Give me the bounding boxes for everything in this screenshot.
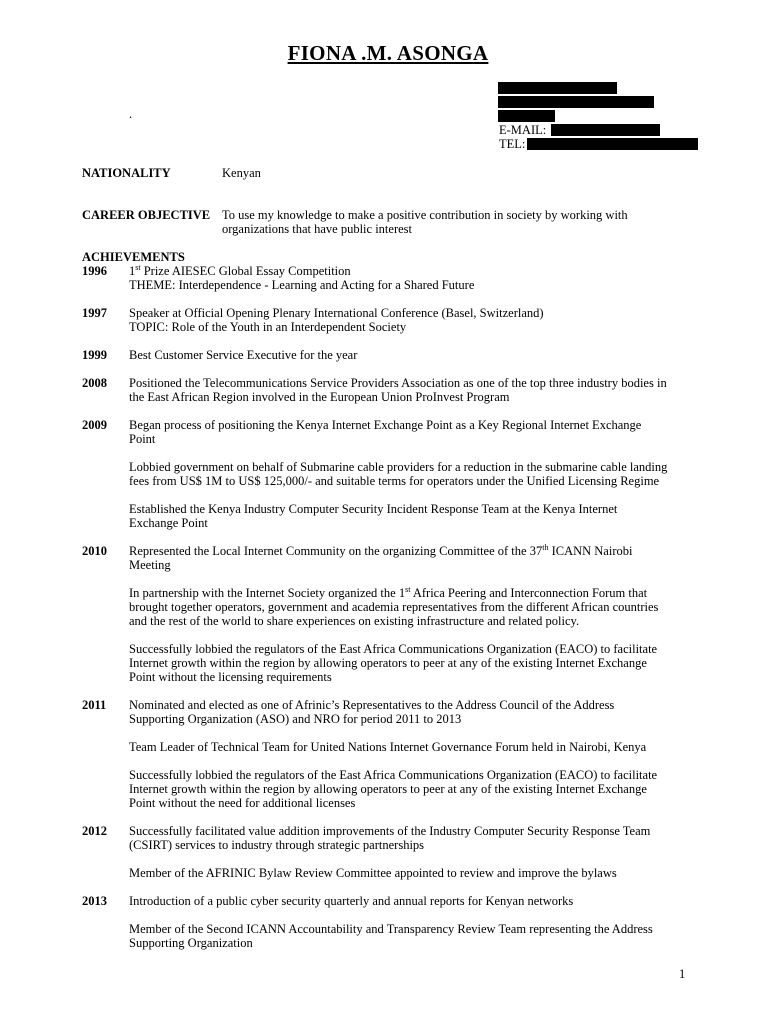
achievement-year: 1996 <box>82 264 107 278</box>
achievement-item <box>129 460 692 488</box>
achievement-entry <box>82 894 692 950</box>
achievement-year: 2009 <box>82 418 107 432</box>
achievement-entry <box>82 306 692 334</box>
achievement-line <box>129 768 692 782</box>
achievement-year: 2012 <box>82 824 107 838</box>
achievement-line <box>129 936 692 950</box>
line-text: Point without the licensing requirements <box>129 670 332 684</box>
achievement-line <box>129 516 692 530</box>
achievement-item <box>129 642 692 684</box>
nationality-value: Kenyan <box>222 166 261 180</box>
line-text: Point <box>129 432 156 446</box>
line-text: Exchange Point <box>129 516 208 530</box>
line-text: Team Leader of Technical Team for United Nations Internet Governance Forum held in Nairobi, Kenya <box>129 740 647 754</box>
line-text-continued: Africa Peering and Interconnection Forum that <box>410 586 648 600</box>
achievement-year: 1999 <box>82 348 107 362</box>
line-text: brought together operators, government and academia representatives from the different African countries <box>129 600 659 614</box>
candidate-name: FIONA .M. ASONGA <box>287 41 489 65</box>
achievement-line <box>129 698 692 712</box>
stray-dot: . <box>129 107 133 121</box>
achievement-line <box>129 712 692 726</box>
achievement-year: 2010 <box>82 544 107 558</box>
redacted-phone <box>527 138 698 150</box>
achievement-entry <box>82 824 692 880</box>
achievement-items <box>129 376 692 404</box>
line-text: Speaker at Official Opening Plenary International Conference (Basel, Switzerland) <box>129 306 544 320</box>
achievement-line <box>129 432 692 446</box>
line-text: Successfully lobbied the regulators of the East Africa Communications Organization (EACO) to facilitate <box>129 768 658 782</box>
line-text: THEME: Interdependence - Learning and Acting for a Shared Future <box>129 278 475 292</box>
achievement-items <box>129 418 692 530</box>
redacted-address-line-1 <box>498 82 617 94</box>
achievement-line <box>129 544 692 558</box>
line-text: Established the Kenya Industry Computer Security Incident Response Team at the Kenya Internet <box>129 502 618 516</box>
achievements-list <box>82 264 692 964</box>
achievement-line <box>129 922 692 936</box>
achievement-line <box>129 320 692 334</box>
line-text: Successfully lobbied the regulators of the East Africa Communications Organization (EACO) to facilitate <box>129 642 658 656</box>
achievement-item <box>129 544 692 572</box>
achievement-line <box>129 824 692 838</box>
line-text: Successfully facilitated value addition improvements of the Industry Computer Security Response Team <box>129 824 651 838</box>
achievement-item <box>129 348 692 362</box>
achievement-line <box>129 390 692 404</box>
achievement-items <box>129 306 692 334</box>
achievement-year: 1997 <box>82 306 107 320</box>
achievement-line <box>129 656 692 670</box>
achievement-line <box>129 264 692 278</box>
line-text: In partnership with the Internet Society organized the 1 <box>129 586 406 600</box>
achievement-item <box>129 586 692 628</box>
line-text: Best Customer Service Executive for the year <box>129 348 358 362</box>
line-text: Supporting Organization (ASO) and NRO for period 2011 to 2013 <box>129 712 462 726</box>
achievement-entry <box>82 264 692 292</box>
achievement-entry <box>82 348 692 362</box>
line-text: the East African Region involved in the European Union ProInvest Program <box>129 390 510 404</box>
line-text: and the rest of the world to share experiences on existing infrastructure and related policy. <box>129 614 580 628</box>
achievement-line <box>129 866 692 880</box>
ordinal-superscript: th <box>542 542 549 552</box>
achievement-items <box>129 348 692 362</box>
achievements-heading: ACHIEVEMENTS <box>82 250 185 264</box>
ordinal-superscript: st <box>135 262 141 272</box>
achievement-line <box>129 740 692 754</box>
achievement-line <box>129 894 692 908</box>
achievement-line <box>129 670 692 684</box>
achievement-item <box>129 866 692 880</box>
line-text: TOPIC: Role of the Youth in an Interdependent Society <box>129 320 407 334</box>
ordinal-superscript: st <box>405 584 411 594</box>
line-text: Positioned the Telecommunications Service Providers Association as one of the top three industry bodies in <box>129 376 667 390</box>
achievement-item <box>129 502 692 530</box>
achievement-entry <box>82 698 692 810</box>
achievement-line <box>129 642 692 656</box>
achievement-line <box>129 782 692 796</box>
achievement-line <box>129 348 692 362</box>
achievement-item <box>129 698 692 726</box>
achievement-items <box>129 894 692 950</box>
achievement-line <box>129 278 692 292</box>
achievement-line <box>129 502 692 516</box>
line-text: (CSIRT) services to industry through strategic partnerships <box>129 838 425 852</box>
redacted-address-line-2 <box>498 96 654 108</box>
achievement-year: 2008 <box>82 376 107 390</box>
line-text-continued: Prize AIESEC Global Essay Competition <box>140 264 351 278</box>
line-text: Member of the AFRINIC Bylaw Review Committee appointed to review and improve the bylaws <box>129 866 617 880</box>
achievement-items <box>129 824 692 880</box>
career-objective-line-1: To use my knowledge to make a positive contribution in society by working with <box>222 208 628 222</box>
achievement-line <box>129 306 692 320</box>
achievement-items <box>129 698 692 810</box>
achievement-line <box>129 586 692 600</box>
line-text: Introduction of a public cyber security quarterly and annual reports for Kenyan networks <box>129 894 574 908</box>
page-number: 1 <box>679 967 686 981</box>
line-text: Began process of positioning the Kenya Internet Exchange Point as a Key Regional Internet Exchange <box>129 418 642 432</box>
line-text: Member of the Second ICANN Accountability and Transparency Review Team representing the Address <box>129 922 653 936</box>
achievement-line <box>129 558 692 572</box>
achievement-line <box>129 838 692 852</box>
achievement-item <box>129 306 692 334</box>
achievement-item <box>129 264 692 292</box>
achievement-year: 2011 <box>82 698 107 712</box>
achievement-item <box>129 824 692 852</box>
redacted-email <box>551 124 660 136</box>
achievement-line <box>129 460 692 474</box>
achievement-line <box>129 474 692 488</box>
achievement-line <box>129 614 692 628</box>
email-label: E-MAIL: <box>499 123 547 137</box>
achievement-item <box>129 922 692 950</box>
line-text: Nominated and elected as one of Afrinic’s Representatives to the Address Council of the Address <box>129 698 615 712</box>
achievement-line <box>129 418 692 432</box>
line-text: Point without the need for additional licenses <box>129 796 356 810</box>
nationality-label: NATIONALITY <box>82 166 171 180</box>
achievement-items <box>129 544 692 684</box>
achievement-year: 2013 <box>82 894 107 908</box>
achievement-item <box>129 740 692 754</box>
achievement-line <box>129 600 692 614</box>
career-objective-label: CAREER OBJECTIVE <box>82 208 211 222</box>
line-text: Internet growth within the region by allowing operators to peer at any of the existing Internet Exchange <box>129 656 647 670</box>
line-text: fees from US$ 1M to US$ 125,000/- and suitable terms for operators under the Unified Licensing Regime <box>129 474 660 488</box>
achievement-entry <box>82 376 692 404</box>
tel-label: TEL: <box>499 137 526 151</box>
achievement-line <box>129 376 692 390</box>
line-text: Internet growth within the region by allowing operators to peer at any of the existing Internet Exchange <box>129 782 647 796</box>
achievement-entry <box>82 418 692 530</box>
line-text-continued: ICANN Nairobi <box>548 544 633 558</box>
achievement-item <box>129 376 692 404</box>
achievement-items <box>129 264 692 292</box>
line-text: 1 <box>129 264 136 278</box>
line-text: Lobbied government on behalf of Submarine cable providers for a reduction in the submarine cable landing <box>129 460 668 474</box>
line-text: Meeting <box>129 558 171 572</box>
achievement-line <box>129 796 692 810</box>
achievement-item <box>129 418 692 446</box>
achievement-item <box>129 894 692 908</box>
achievement-entry <box>82 544 692 684</box>
line-text: Represented the Local Internet Community on the organizing Committee of the 37 <box>129 544 543 558</box>
achievement-item <box>129 768 692 810</box>
redacted-address-line-3 <box>498 110 555 122</box>
line-text: Supporting Organization <box>129 936 253 950</box>
career-objective-line-2: organizations that have public interest <box>222 222 412 236</box>
